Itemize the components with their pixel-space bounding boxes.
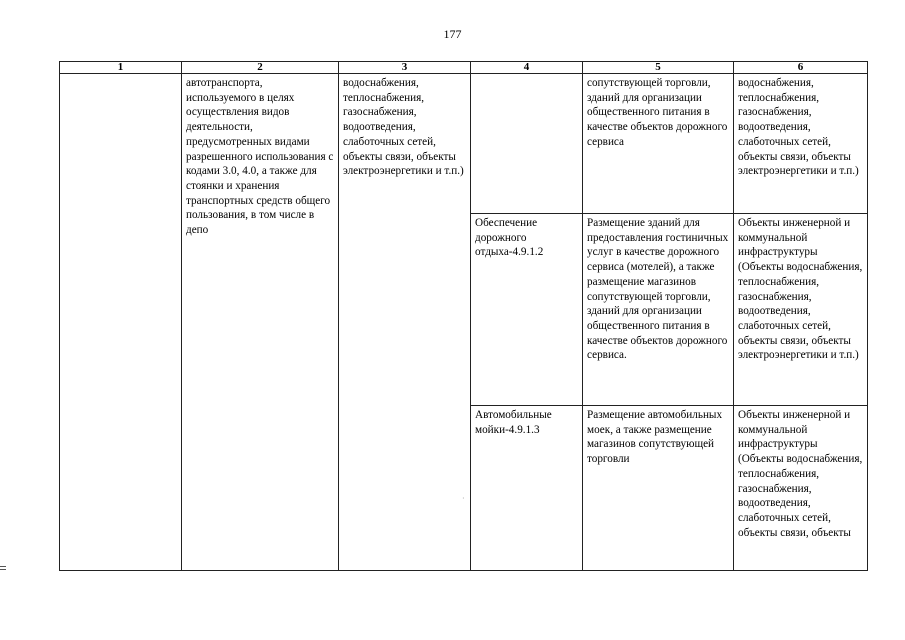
header-col-4: 4 [471,62,583,74]
cell-row2-col4: Обеспечение дорожного отдыха-4.9.1.2 [471,214,583,406]
header-col-2: 2 [182,62,339,74]
cell-row2-col5: Размещение зданий для предоставления гостиничных услуг в качестве дорожного сервиса (мотелей), а также размещение магазинов сопутствующей торговли, зданий для организации общественного питания в качестве объектов дорожного сервиса. [583,214,734,406]
header-col-5: 5 [583,62,734,74]
cell-col-2: автотранспорта, используемого в целях осуществления видов деятельности, предусмотренных видами разрешенного использования с кодами 3.0, 4.0, а также для стоянки и хранения транспортных средств общего пользования, в том числе в депо [182,74,339,571]
cell-row1-col4 [471,74,583,214]
page-number: 177 [443,27,462,41]
scan-speck: · [462,494,465,503]
header-col-6: 6 [734,62,868,74]
edge-mark [0,566,6,567]
table-row [60,74,868,214]
cell-col-3: водоснабжения, теплоснабжения, газоснабжения, водоотведения, слаботочных сетей, объекты связи, объекты электроэнергетики и т.п.) [339,74,471,571]
cell-row3-col6: Объекты инженерной и коммунальной инфраструктуры (Объекты водоснабжения, теплоснабжения, газоснабжения, водоотведения, слаботочных сетей, объекты связи, объекты [734,406,868,571]
cell-row1-col5: сопутствующей торговли, зданий для организации общественного питания в качестве объектов дорожного сервиса [583,74,734,214]
cell-row1-col6: водоснабжения, теплоснабжения, газоснабжения, водоотведения, слаботочных сетей, объекты связи, объекты электроэнергетики и т.п.) [734,74,868,214]
cell-row3-col5: Размещение автомобильных моек, а также размещение магазинов сопутствующей торговли [583,406,734,571]
cell-row2-col6: Объекты инженерной и коммунальной инфраструктуры (Объекты водоснабжения, теплоснабжения, газоснабжения, водоотведения, слаботочных сетей, объекты связи, объекты электроэнергетики и т.п.) [734,214,868,406]
header-col-3: 3 [339,62,471,74]
cell-row3-col4: Автомобильные мойки-4.9.1.3 [471,406,583,571]
edge-mark [0,569,6,570]
cell-col-1 [60,74,182,571]
header-row [60,62,868,74]
header-col-1: 1 [60,62,182,74]
